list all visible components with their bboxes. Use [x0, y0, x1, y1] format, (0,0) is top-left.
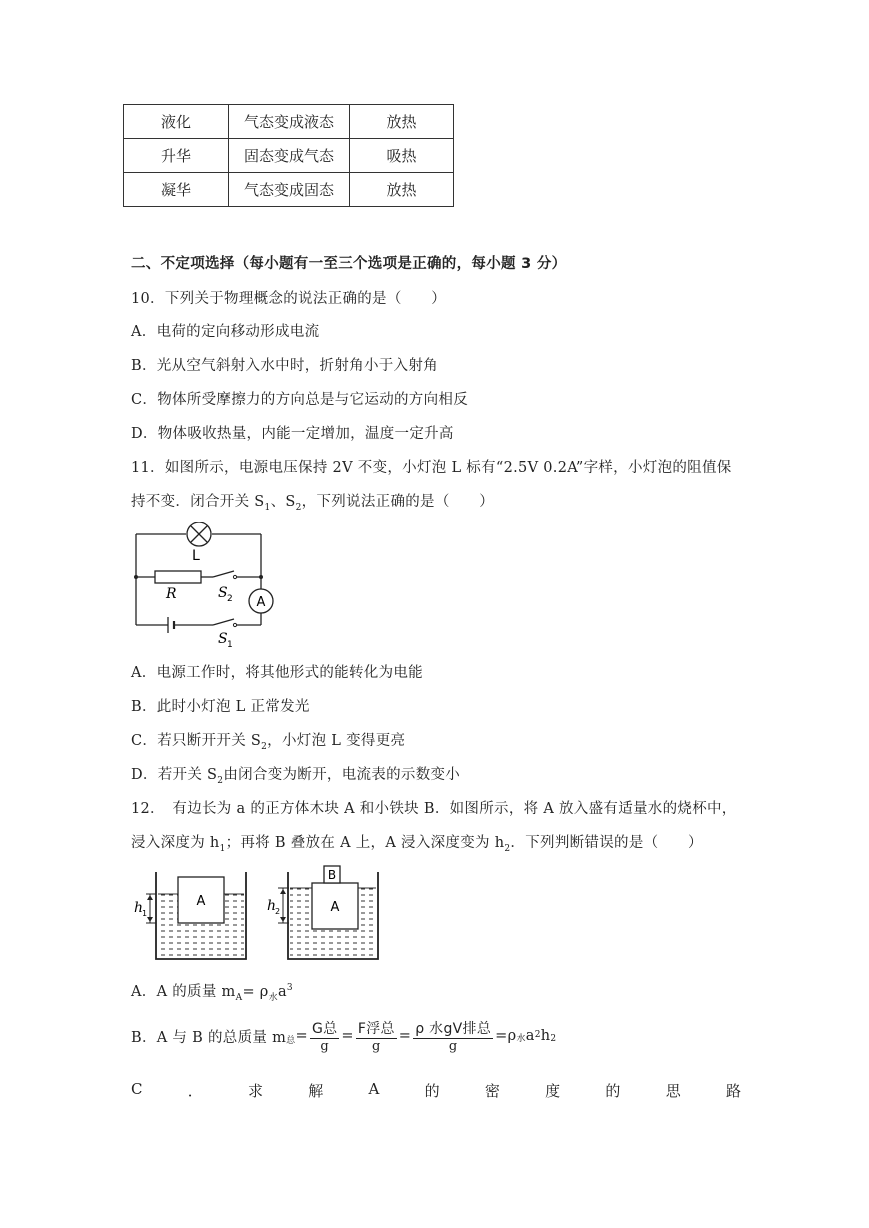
table-cell: 固态变成气态 — [229, 139, 350, 173]
table-cell: 液化 — [124, 105, 229, 139]
lamp-label: L — [192, 548, 200, 564]
table-row — [124, 139, 454, 173]
switch1-label: S — [218, 631, 228, 647]
q11-option-b: B．此时小灯泡 L 正常发光 — [131, 699, 310, 715]
text-glyph: 解 — [308, 1082, 324, 1100]
beaker-2 — [267, 866, 378, 959]
question-11-stem-line2: 持不变．闭合开关 $S_1$、$S_2$，下列说法正确的是（ ） — [131, 494, 495, 513]
table-row — [124, 173, 454, 207]
q11-option-a: A．电源工作时，将其他形式的能转化为电能 — [131, 665, 423, 681]
lamp-icon — [187, 522, 211, 546]
text-glyph: C — [131, 1080, 143, 1098]
fraction-1: $\frac{\text{G总}}{g}$ — [311, 1021, 338, 1054]
text-glyph: 密 — [484, 1082, 500, 1100]
table-cell: 放热 — [350, 105, 454, 139]
text-glyph: 思 — [665, 1082, 681, 1100]
q12-option-b: B．A 与 B 的总质量 m $_总$ = $\frac{\text{G总}}{g}$ = $\frac{\text{F浮总}}{g}$ = $\frac{\text{ρ 水gV排总}}{g}$ = ρ 水 a 2 h $_2$ — [131, 1018, 556, 1054]
switch2-label-sub: 2 — [227, 594, 233, 604]
q10-option-a: A．电荷的定向移动形成电流 — [131, 324, 320, 340]
h2-label-sub: 2 — [275, 907, 281, 916]
text-glyph: 度 — [545, 1082, 561, 1100]
q11-option-d: D．若开关 $S_2$由闭合变为断开，电流表的示数变小 — [131, 767, 461, 786]
text-glyph: 的 — [424, 1082, 440, 1100]
q12-option-a: A．A 的质量 $m_A= \rho_水a^3$ — [131, 983, 293, 1003]
circuit-diagram — [128, 522, 278, 650]
block-a-label-2: A — [330, 900, 340, 915]
table-cell: 气态变成固态 — [229, 173, 350, 207]
text-glyph: 路 — [725, 1082, 741, 1100]
block-a-label: A — [196, 894, 206, 909]
beaker-figures — [128, 862, 398, 966]
ammeter-label: A — [256, 595, 266, 610]
question-12-stem-line2: 浸入深度为 $h_1$；再将 B 叠放在 A 上，A 浸入深度变为 $h_2$．下列判断错误的是（ ） — [131, 835, 703, 854]
section-heading: 二、不定项选择（每小题有一至三个选项是正确的，每小题 3 分） — [131, 256, 567, 272]
table-cell: 气态变成液态 — [229, 105, 350, 139]
switch1-label-sub: 1 — [227, 640, 233, 650]
question-11-stem-line1: 11．如图所示，电源电压保持 2V 不变，小灯泡 L 标有“2.5V 0.2A”字样，小灯泡的阻值保 — [131, 460, 732, 476]
table-cell: 凝华 — [124, 173, 229, 207]
q12-option-c — [131, 1080, 741, 1101]
question-12-stem-line1: 12． 有边长为 a 的正方体木块 A 和小铁块 B．如图所示，将 A 放入盛有适量水的烧杯中， — [131, 801, 737, 817]
beaker-1 — [134, 872, 246, 959]
text-glyph: A — [368, 1080, 380, 1098]
q10-option-d: D．物体吸收热量，内能一定增加，温度一定升高 — [131, 426, 454, 442]
h2-label: h — [267, 898, 277, 914]
text-glyph: ． — [187, 1082, 203, 1100]
h1-label-sub: 1 — [142, 909, 148, 918]
switch2-label: S — [218, 585, 228, 601]
q11-option-c: C．若只断开开关 $S_2$，小灯泡 L 变得更亮 — [131, 733, 406, 752]
table-cell: 升华 — [124, 139, 229, 173]
fraction-2: $\frac{\text{F浮总}}{g}$ — [357, 1021, 395, 1054]
h1-label: h — [134, 900, 144, 916]
q10-option-b: B．光从空气斜射入水中时，折射角小于入射角 — [131, 358, 438, 374]
block-b-label: B — [327, 868, 337, 882]
question-10-stem: 10．下列关于物理概念的说法正确的是（ ） — [131, 291, 447, 307]
text-glyph: 求 — [248, 1082, 264, 1100]
q10-option-c: C．物体所受摩擦力的方向总是与它运动的方向相反 — [131, 392, 468, 408]
table-cell: 放热 — [350, 173, 454, 207]
phase-change-table — [123, 104, 454, 207]
resistor-label: R — [166, 586, 177, 602]
text-glyph: 的 — [605, 1082, 621, 1100]
fraction-3: $\frac{\text{ρ 水gV排总}}{g}$ — [415, 1021, 492, 1054]
table-cell: 吸热 — [350, 139, 454, 173]
table-row — [124, 105, 454, 139]
